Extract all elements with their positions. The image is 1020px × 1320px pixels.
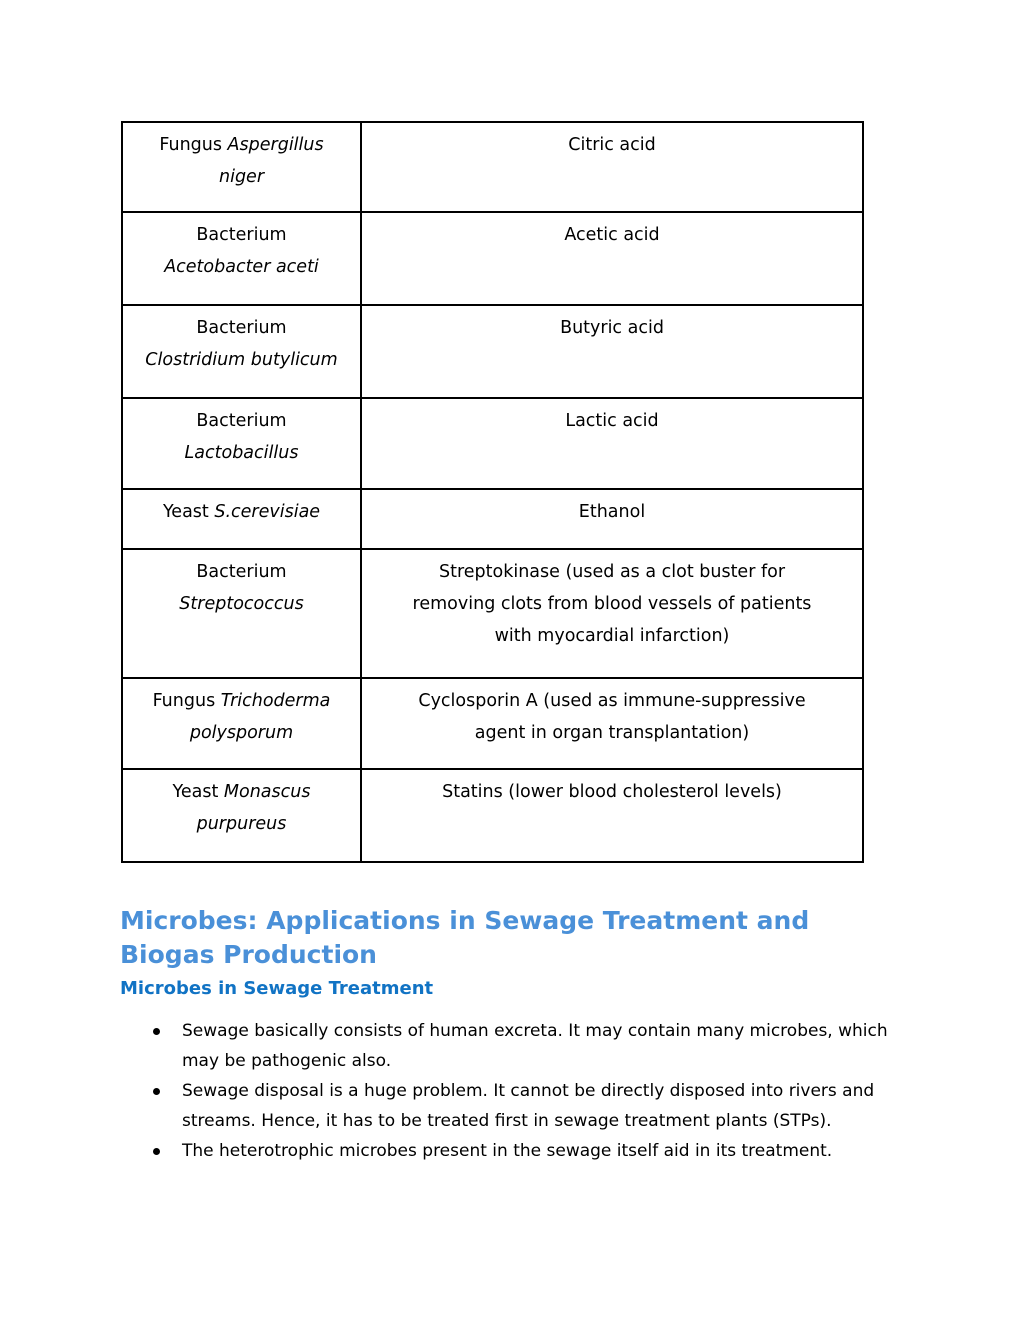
sewage-treatment-bullet-list	[120, 1016, 920, 1166]
list-item: Sewage disposal is a huge problem. It cannot be directly disposed into rivers and streams. Hence, it has to be treated first in sewage treatment plants (STPs).	[120, 1076, 920, 1136]
microbe-product-table-body	[122, 122, 863, 862]
table-row	[122, 122, 863, 212]
organism-cell: Bacterium Acetobacter aceti	[122, 212, 361, 305]
product-cell: Butyric acid	[361, 305, 863, 398]
organism-cell: Bacterium Lactobacillus	[122, 398, 361, 489]
list-item: The heterotrophic microbes present in the sewage itself aid in its treatment.	[120, 1136, 920, 1166]
product-cell: Statins (lower blood cholesterol levels)	[361, 769, 863, 862]
table-row	[122, 489, 863, 549]
table-row	[122, 398, 863, 489]
product-cell: Lactic acid	[361, 398, 863, 489]
product-cell: Citric acid	[361, 122, 863, 212]
microbe-product-table	[121, 121, 864, 863]
table-row	[122, 212, 863, 305]
page-title: Microbes: Applications in Sewage Treatment and Biogas Production	[120, 906, 810, 969]
table-row	[122, 305, 863, 398]
product-cell: Acetic acid	[361, 212, 863, 305]
list-item: Sewage basically consists of human excreta. It may contain many microbes, which may be pathogenic also.	[120, 1016, 920, 1076]
product-cell: Cyclosporin A (used as immune-suppressive agent in organ transplantation)	[361, 678, 863, 769]
organism-cell: Yeast Monascus purpureus	[122, 769, 361, 862]
organism-cell: Fungus Trichoderma polysporum	[122, 678, 361, 769]
organism-cell: Bacterium Streptococcus	[122, 549, 361, 678]
table-row	[122, 549, 863, 678]
table-row	[122, 678, 863, 769]
organism-cell: Bacterium Clostridium butylicum	[122, 305, 361, 398]
table-row	[122, 769, 863, 862]
section-subtitle: Microbes in Sewage Treatment	[120, 978, 434, 999]
product-cell: Ethanol	[361, 489, 863, 549]
product-cell: Streptokinase (used as a clot buster for removing clots from blood vessels of patients with myocardial infarction)	[361, 549, 863, 678]
organism-cell: Fungus Aspergillus niger	[122, 122, 361, 212]
organism-cell: Yeast S.cerevisiae	[122, 489, 361, 549]
